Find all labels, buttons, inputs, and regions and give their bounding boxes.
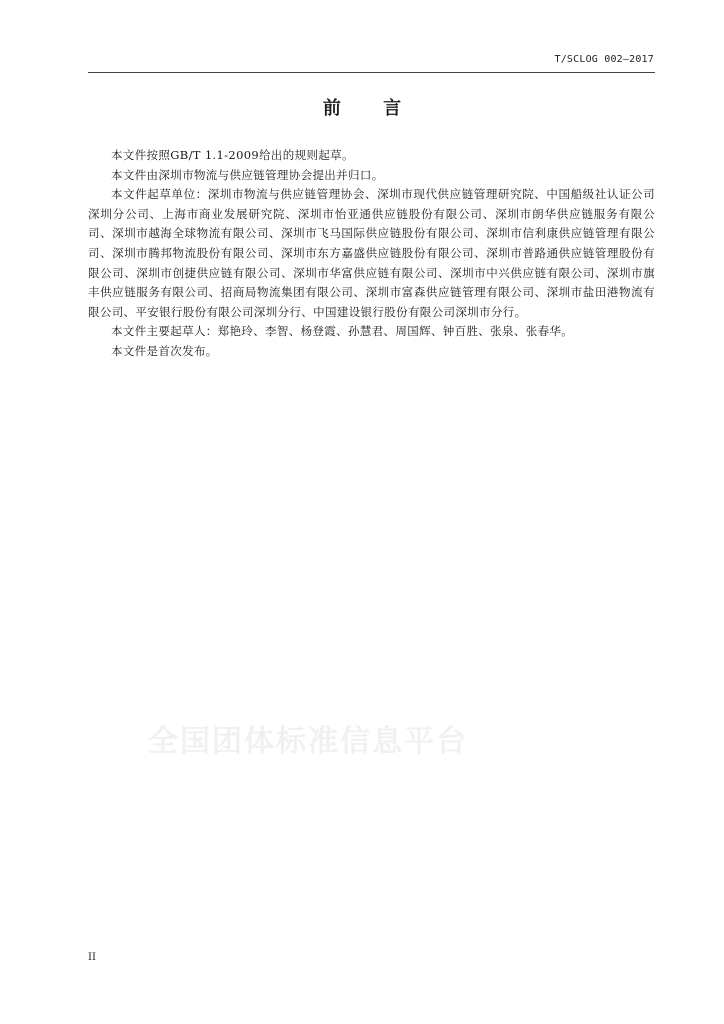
header-divider [88,72,655,73]
paragraph-main-drafters: 本文件主要起草人：郑艳玲、李智、杨登霞、孙慧君、周国辉、钟百胜、张泉、张春华。 [111,324,574,339]
standard-code: T/SCLOG 002—2017 [554,54,654,65]
paragraph-first-release: 本文件是首次发布。 [111,343,218,358]
watermark-text: 全国团体标准信息平台 [148,724,468,759]
paragraph-drafting-rules: 本文件按照GB/T 1.1-2009给出的规则起草。 [111,148,354,162]
paragraph-drafting-units: 本文件起草单位：深圳市物流与供应链管理协会、深圳市现代供应链管理研究院、中国船级社认证公司深圳分公司、上海市商业发展研究院、深圳市怡亚通供应链股份有限公司、深圳市朗华供应链服务有限公司、深圳市越海全球物流有限公司、深圳市飞马国际供应链股份有限公司、深圳市信利康供应链管理有限公司、深圳市腾邦物流股份有限公司、深圳市东方嘉盛供应链股份有限公司、深圳市普路通供应链管理股份有限公司、深圳市创捷供应链有限公司、深圳市华富供应链有限公司、深圳市中兴供应链有限公司、深圳市旗丰供应链服务有限公司、招商局物流集团有限公司、深圳市富森供应链管理有限公司、深圳市盐田港物流有限公司、平安银行股份有限公司深圳分行、中国建设银行股份有限公司深圳市分行。 [88,187,655,319]
page-title: 前 言 [322,98,420,119]
page-number: II [88,952,96,963]
paragraph-proposer: 本文件由深圳市物流与供应链管理协会提出并归口。 [111,167,384,182]
foreword-body [88,146,655,362]
